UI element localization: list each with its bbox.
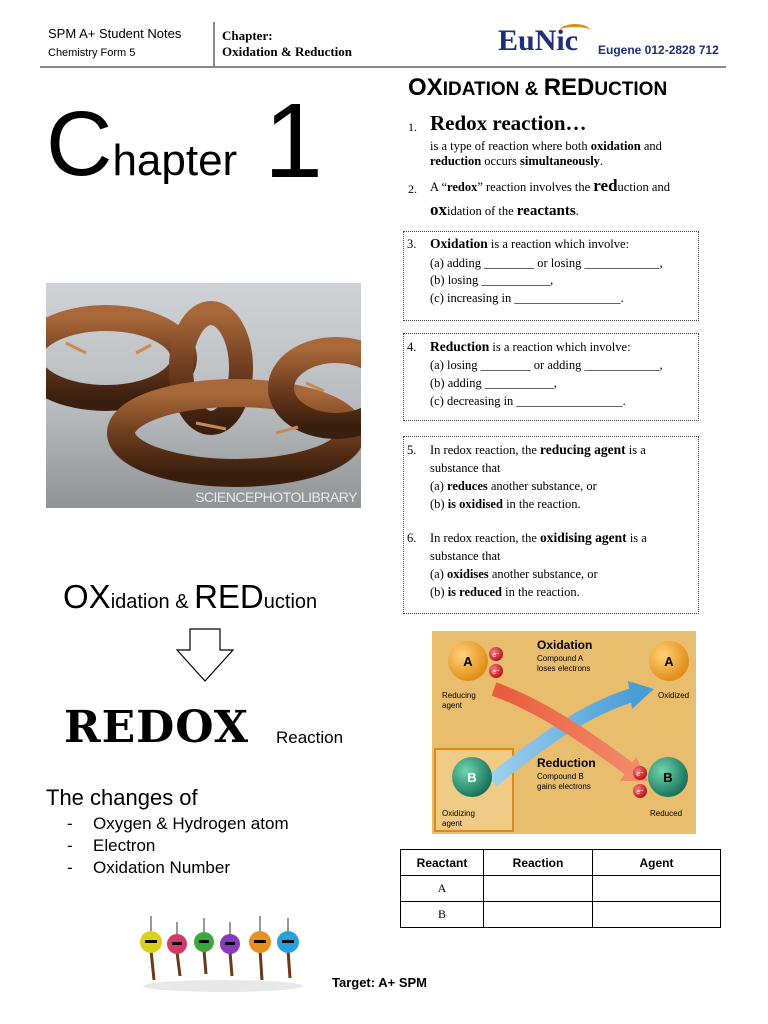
blank-c: (c) increasing in _________________. bbox=[430, 291, 624, 305]
pin-characters-illustration bbox=[138, 914, 308, 997]
header-rule bbox=[40, 66, 726, 68]
header-divider bbox=[213, 22, 215, 67]
oxidising-agent-line1: In redox reaction, the oxidising agent is a bbox=[430, 530, 647, 545]
logo-arc bbox=[560, 24, 590, 37]
electron-label: e⁻ bbox=[492, 652, 500, 659]
table-row bbox=[401, 876, 721, 902]
oxidising-agent-a: (a) oxidises another substance, or bbox=[430, 567, 598, 581]
chapter-number: 1 bbox=[264, 82, 323, 200]
electron-label: e⁻ bbox=[636, 789, 644, 796]
oxidation-sub1: Compound A bbox=[537, 654, 584, 663]
chapter-name: Oxidation & Reduction bbox=[222, 44, 353, 59]
subject-label: Chemistry Form 5 bbox=[48, 47, 136, 59]
reduction-definition: Reduction is a reaction which involve: bbox=[430, 339, 631, 354]
blank-c: (c) decreasing in _________________. bbox=[430, 394, 626, 408]
table-cell[interactable] bbox=[484, 876, 593, 902]
reduction-label: Reduction bbox=[537, 756, 596, 770]
item-number: 1. bbox=[408, 120, 417, 134]
reducing-agent-b: (b) is oxidised in the reaction. bbox=[430, 497, 581, 511]
redox-heading: REDOX bbox=[64, 702, 249, 753]
blank-a: (a) adding ________ or losing ____________, bbox=[430, 256, 663, 270]
table-cell[interactable] bbox=[593, 902, 721, 928]
item-number: 6. bbox=[407, 531, 417, 545]
redox-diagram bbox=[432, 631, 696, 834]
down-arrow-icon bbox=[176, 628, 234, 687]
eunic-logo: EuNic bbox=[498, 24, 579, 57]
reduction-sub2: gains electrons bbox=[537, 782, 591, 791]
chapter-label: Chapter: bbox=[222, 28, 273, 43]
reducing-agent-line1: In redox reaction, the reducing agent is a bbox=[430, 442, 646, 457]
blank-b: (b) losing ___________, bbox=[430, 273, 554, 287]
oxred-heading: OXidation & REDuction bbox=[63, 578, 318, 615]
reducing-agent-line2: substance that bbox=[430, 461, 501, 475]
reducing-agent-a: (a) reduces another substance, or bbox=[430, 479, 597, 493]
column-header: Agent bbox=[593, 850, 721, 876]
oxidation-sub2: loses electrons bbox=[537, 664, 591, 673]
item-number: 4. bbox=[407, 340, 417, 354]
table-cell: A bbox=[401, 876, 484, 902]
ball-b-reduced-label: B bbox=[663, 770, 673, 785]
column-header: Reaction bbox=[484, 850, 593, 876]
table-cell[interactable] bbox=[593, 876, 721, 902]
oxidising-agent-line2: substance that bbox=[430, 549, 501, 563]
ball-b-label: B bbox=[467, 770, 477, 785]
reduced-label: Reduced bbox=[650, 809, 683, 818]
reduction-box bbox=[403, 333, 699, 421]
electron-label: e⁻ bbox=[492, 669, 500, 676]
contact-info: Eugene 012-2828 712 bbox=[598, 43, 719, 57]
oxidation-box bbox=[403, 231, 699, 321]
oxidized-label: Oxidized bbox=[658, 691, 690, 700]
ball-a-oxidized-label: A bbox=[664, 654, 674, 669]
reaction-table bbox=[400, 849, 721, 928]
oxidizing-agent-label2: agent bbox=[442, 819, 463, 828]
oxidation-definition: Oxidation is a reaction which involve: bbox=[430, 236, 630, 251]
notes-title: SPM A+ Student Notes bbox=[48, 26, 182, 41]
reaction-label: Reaction bbox=[276, 728, 344, 747]
item-number: 5. bbox=[407, 443, 417, 457]
section-title: OXIDATION & REDUCTION bbox=[408, 74, 668, 101]
item-number: 3. bbox=[407, 237, 417, 251]
ball-a-label: A bbox=[463, 654, 473, 669]
table-cell: B bbox=[401, 902, 484, 928]
table-row bbox=[401, 902, 721, 928]
blank-a: (a) losing ________ or adding ____________, bbox=[430, 358, 663, 372]
reduction-sub1: Compound B bbox=[537, 772, 584, 781]
redox-definition-line1: is a type of reaction where both oxidation and bbox=[430, 139, 662, 153]
redox-meaning-line1: A “redox” reaction involves the reduction and bbox=[430, 176, 670, 195]
reducing-agent-label1: Reducing bbox=[442, 691, 476, 700]
redox-definition-line2: reduction occurs simultaneously. bbox=[430, 154, 604, 168]
oxidation-label: Oxidation bbox=[537, 638, 593, 652]
table-header-row bbox=[401, 850, 721, 876]
redox-meaning-line2: oxidation of the reactants. bbox=[430, 200, 579, 219]
list-item: - Oxygen & Hydrogen atom bbox=[67, 814, 289, 833]
electron-label: e⁻ bbox=[636, 771, 644, 778]
list-item: - Oxidation Number bbox=[67, 858, 231, 877]
chapter-heading: Chapter bbox=[46, 93, 238, 195]
oxidizing-agent-label1: Oxidizing bbox=[442, 809, 475, 818]
item-number: 2. bbox=[408, 182, 417, 196]
photo-credit: SCIENCEPHOTOLIBRARY bbox=[195, 489, 357, 505]
footer-target: Target: A+ SPM bbox=[332, 975, 427, 990]
rusty-chain-photo bbox=[46, 283, 361, 508]
oxidising-agent-b: (b) is reduced in the reaction. bbox=[430, 585, 580, 599]
column-header: Reactant bbox=[401, 850, 484, 876]
list-item: - Electron bbox=[67, 836, 156, 855]
blank-b: (b) adding ___________, bbox=[430, 376, 557, 390]
changes-title: The changes of bbox=[46, 785, 198, 810]
table-cell[interactable] bbox=[484, 902, 593, 928]
redox-title: Redox reaction… bbox=[430, 111, 587, 135]
reducing-agent-label2: agent bbox=[442, 701, 463, 710]
agents-box bbox=[403, 436, 699, 614]
